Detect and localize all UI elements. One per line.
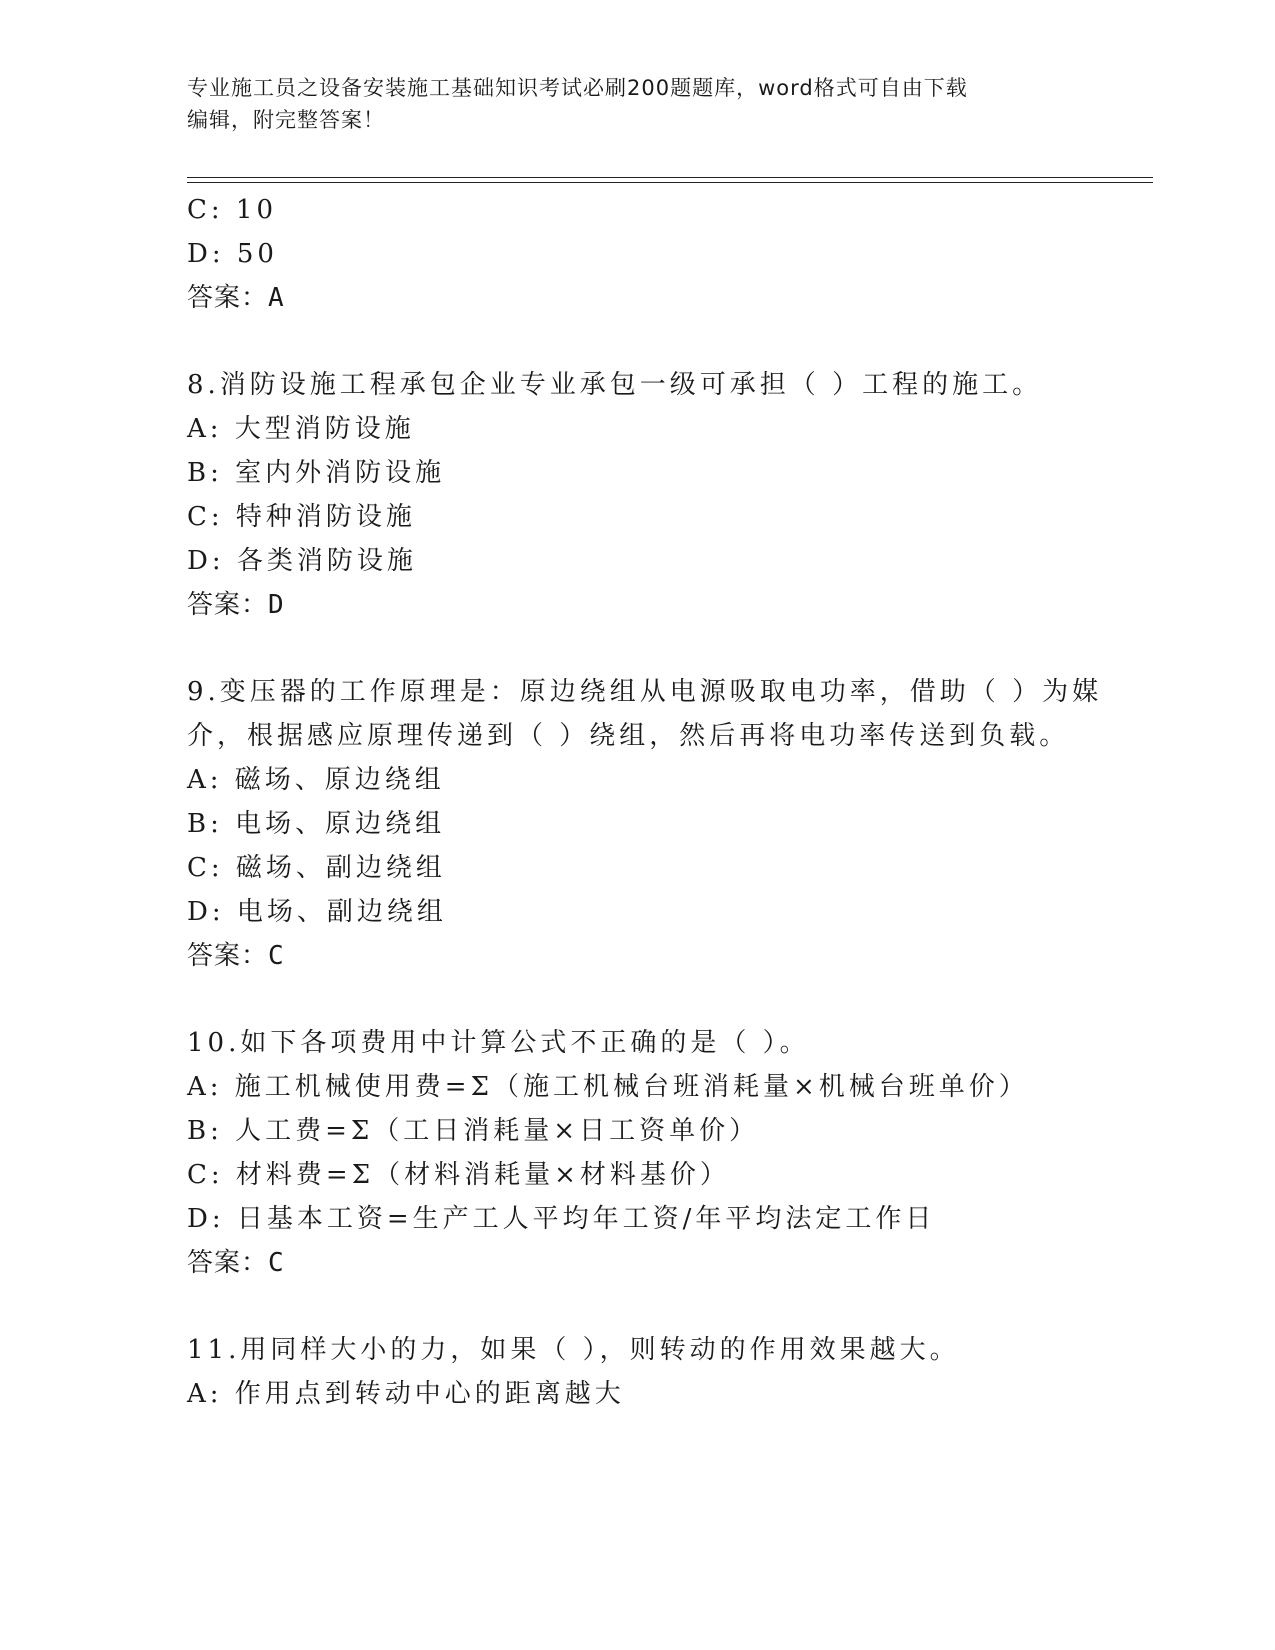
- q10-answer: [187, 1246, 285, 1280]
- q9-option-d: D: 电场、副边绕组: [187, 897, 447, 927]
- answer-value: D: [268, 590, 285, 620]
- prev-option-d: D: 50: [187, 239, 278, 269]
- answer-label: 答案：: [187, 590, 269, 620]
- answer-label: 答案：: [187, 941, 269, 971]
- header-line-1: 专业施工员之设备安装施工基础知识考试必刷200题题库，word格式可自由下载: [187, 76, 968, 100]
- q9-option-c: C: 磁场、副边绕组: [187, 853, 446, 883]
- answer-label: 答案：: [187, 1248, 269, 1278]
- q10-option-c: C: 材料费=Σ（材料消耗量×材料基价）: [187, 1160, 730, 1190]
- q10-option-d: D: 日基本工资=生产工人平均年工资/年平均法定工作日: [187, 1204, 936, 1234]
- q9-answer: [187, 939, 285, 973]
- prev-answer: [187, 281, 285, 315]
- q9-stem-line-1: 9.变压器的工作原理是：原边绕组从电源吸取电功率，借助（ ）为媒: [187, 677, 1103, 707]
- q11-stem: 11.用同样大小的力，如果（ ），则转动的作用效果越大。: [187, 1335, 960, 1365]
- q10-option-b: B: 人工费=Σ（工日消耗量×日工资单价）: [187, 1116, 760, 1146]
- header-divider-bottom: [187, 182, 1153, 183]
- answer-value: C: [268, 1248, 285, 1278]
- q8-option-a: A: 大型消防设施: [187, 414, 415, 444]
- prev-option-c: C: 10: [187, 195, 278, 225]
- q8-option-b: B: 室内外消防设施: [187, 458, 446, 488]
- header-line-2: 编辑，附完整答案！: [187, 108, 385, 132]
- document-header: [187, 72, 1087, 136]
- q8-stem: 8.消防设施工程承包企业专业承包一级可承担（ ）工程的施工。: [187, 370, 1043, 400]
- q10-stem: 10.如下各项费用中计算公式不正确的是（ ）。: [187, 1028, 810, 1058]
- q9-stem-line-2: 介，根据感应原理传递到（ ）绕组，然后再将电功率传送到负载。: [187, 721, 1070, 751]
- q9-option-b: B: 电场、原边绕组: [187, 809, 446, 839]
- answer-value: A: [268, 283, 285, 313]
- q8-answer: [187, 588, 285, 622]
- header-divider-top: [187, 177, 1153, 178]
- q10-option-a: A: 施工机械使用费=Σ（施工机械台班消耗量×机械台班单价）: [187, 1072, 1029, 1102]
- q8-option-d: D: 各类消防设施: [187, 546, 417, 576]
- answer-label: 答案：: [187, 283, 269, 313]
- answer-value: C: [268, 941, 285, 971]
- q11-option-a: A: 作用点到转动中心的距离越大: [187, 1379, 625, 1409]
- q9-option-a: A: 磁场、原边绕组: [187, 765, 445, 795]
- q8-option-c: C: 特种消防设施: [187, 502, 416, 532]
